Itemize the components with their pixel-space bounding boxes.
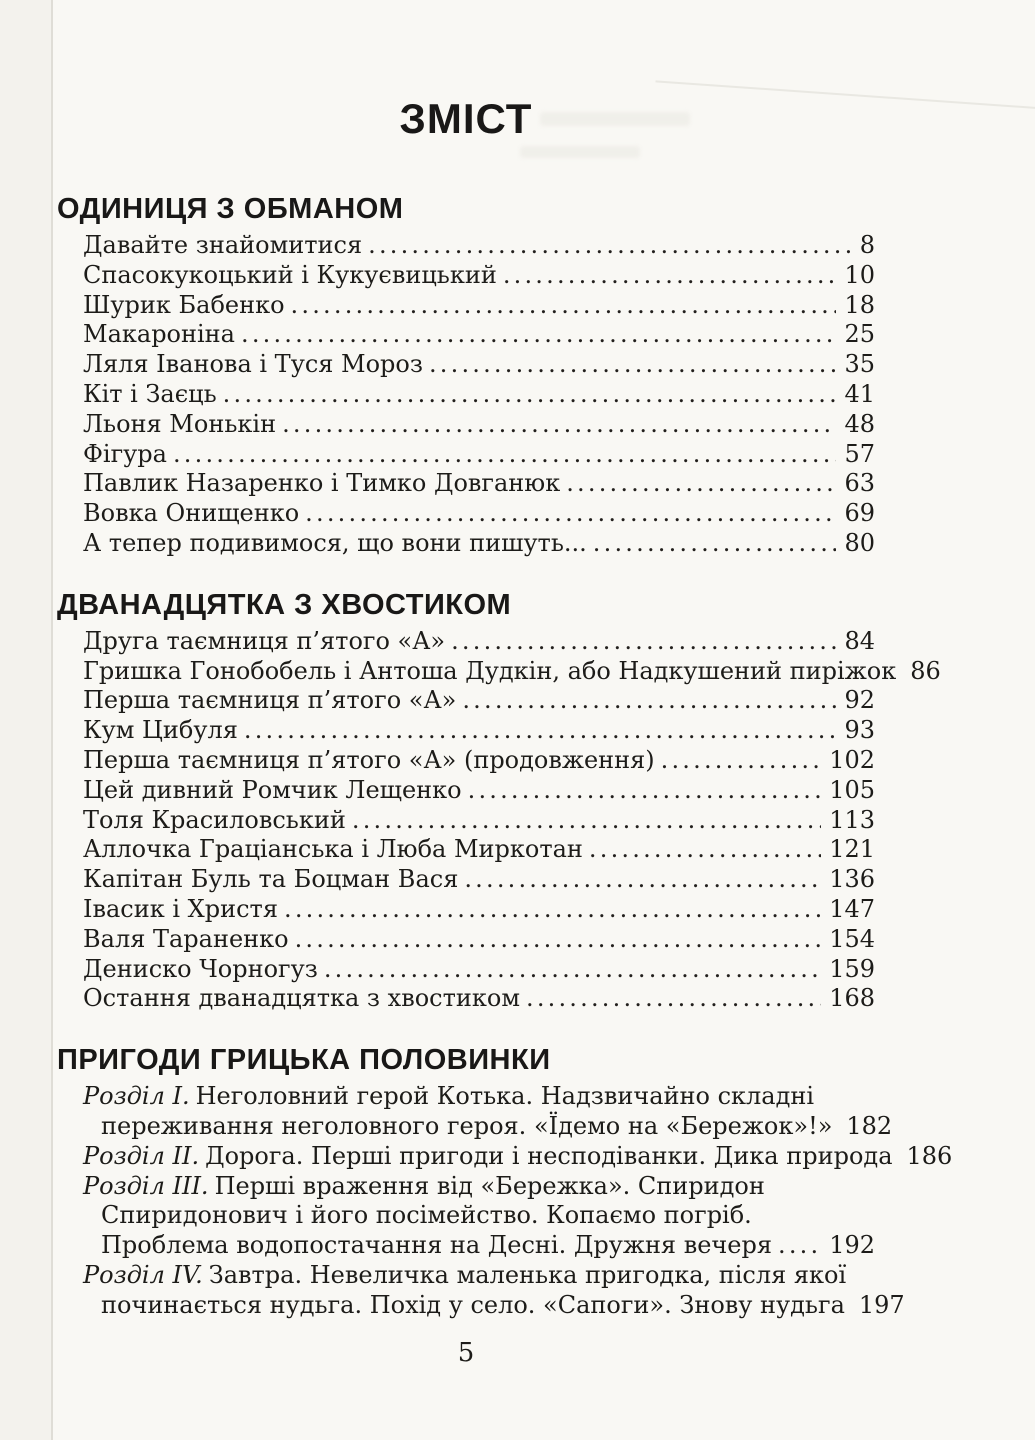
toc-entry — [83, 1082, 893, 1142]
toc-entry — [83, 984, 875, 1014]
toc-line — [83, 925, 875, 955]
toc-entry — [83, 746, 875, 776]
page-title: ЗМІСТ — [399, 95, 533, 142]
entry-title: Неголовний герой Котька. Надзвичайно складні — [195, 1082, 815, 1111]
entry-title: Перші враження від «Бережка». Спиридон — [214, 1171, 765, 1200]
toc-line — [83, 627, 875, 657]
entry-title: Кіт і Заєць — [83, 379, 217, 408]
toc-entry — [83, 440, 875, 470]
section-heading: ОДИНИЦЯ З ОБМАНОМ — [57, 193, 404, 225]
toc-line — [83, 746, 875, 776]
toc-line — [83, 895, 875, 925]
entry-title: Спасокукоцький і Кукуєвицький — [83, 260, 497, 289]
toc-line — [83, 1261, 875, 1291]
toc-entry — [83, 716, 875, 746]
toc-section — [57, 193, 875, 559]
entry-page: 86 — [910, 656, 941, 685]
toc-entry — [83, 1172, 875, 1261]
page-number: 5 — [457, 1337, 475, 1368]
entry-page: 8 — [859, 231, 875, 259]
entry-title: Давайте знайомитися — [83, 231, 363, 259]
section-entries — [83, 626, 941, 1014]
section-entries — [83, 1082, 953, 1320]
entry-page: 168 — [829, 984, 875, 1013]
entry-page: 35 — [844, 350, 875, 379]
dot-leader — [241, 320, 836, 350]
toc-entry — [83, 469, 875, 499]
dot-leader — [661, 746, 822, 776]
toc-line — [83, 440, 875, 470]
dot-leader — [291, 291, 837, 321]
entry-title: Перша таємниця п’ятого «А» — [83, 686, 457, 715]
entry-page: 113 — [829, 805, 875, 834]
toc-section — [57, 1044, 953, 1320]
section-entries — [83, 231, 875, 559]
entry-title: Проблема водопостачання на Десні. Дружня вечеря — [101, 1231, 772, 1260]
entry-page: 147 — [829, 894, 875, 923]
toc-section — [57, 588, 941, 1014]
dot-leader — [324, 955, 821, 985]
section-heading: ПРИГОДИ ГРИЦЬКА ПОЛОВИНКИ — [57, 1044, 551, 1077]
toc-line — [83, 410, 875, 440]
toc-entry — [83, 380, 875, 410]
entry-page: 136 — [829, 865, 875, 894]
toc-content — [57, 0, 953, 1369]
toc-entry — [83, 776, 875, 806]
toc-line — [83, 865, 875, 895]
page-edge-strip — [0, 0, 51, 1440]
entry-title: Павлик Назаренко і Тимко Довганюк — [83, 469, 561, 498]
entry-title: Вовка Онищенко — [83, 499, 300, 528]
toc-entry — [83, 261, 875, 291]
toc-line — [83, 1111, 893, 1142]
toc-entry — [83, 656, 941, 687]
entry-page: 69 — [844, 499, 875, 528]
dot-leader — [305, 499, 836, 529]
toc-line — [83, 291, 875, 321]
toc-line — [83, 984, 875, 1014]
toc-entry — [83, 925, 875, 955]
entry-title: Гришка Гонобобель і Антоша Дудкін, або Надкушений пиріжок — [83, 656, 897, 685]
chapter-label: Розділ IV. — [83, 1260, 203, 1289]
entry-title: Валя Тараненко — [83, 924, 289, 953]
entry-page: 63 — [844, 469, 875, 498]
entry-title: Аллочка Граціанська і Люба Миркотан — [83, 835, 583, 864]
toc-line — [83, 231, 875, 261]
entry-title: Івасик і Христя — [83, 894, 278, 923]
dot-leader — [468, 776, 822, 806]
entry-page: 18 — [844, 290, 875, 319]
dot-leader — [352, 806, 821, 836]
entry-page: 48 — [844, 409, 875, 438]
toc-entry — [83, 1260, 905, 1321]
toc-entry — [83, 1141, 953, 1172]
entry-title: Фігура — [83, 439, 167, 468]
entry-title: Толя Красиловський — [83, 805, 346, 834]
entry-title: Цей дивний Ромчик Лещенко — [83, 775, 462, 804]
toc-line — [83, 716, 875, 746]
dot-leader — [284, 895, 821, 925]
entry-page: 192 — [829, 1231, 875, 1260]
toc-line — [83, 1172, 875, 1202]
entry-page: 92 — [844, 686, 875, 715]
dot-leader — [295, 925, 822, 955]
entry-page: 105 — [829, 775, 875, 804]
entry-title: Дорога. Перші пригоди і несподіванки. Дика природа — [205, 1141, 893, 1170]
dot-leader — [223, 380, 837, 410]
entry-page: 102 — [829, 745, 875, 774]
entry-title: Спиридонович і його посімейство. Копаємо погріб. — [101, 1201, 752, 1230]
dot-leader — [429, 350, 837, 380]
entry-title: Друга таємниця п’ятого «А» — [83, 626, 446, 655]
toc-entry — [83, 350, 875, 380]
toc-entry — [83, 627, 875, 657]
toc-entry — [83, 529, 875, 559]
toc-line — [83, 1231, 875, 1261]
dot-leader — [173, 440, 836, 470]
section-heading: ДВАНАДЦЯТКА З ХВОСТИКОМ — [57, 588, 512, 621]
dot-leader — [451, 627, 836, 657]
toc-entry — [83, 806, 875, 836]
toc-line — [83, 499, 875, 529]
entry-page: 41 — [844, 379, 875, 408]
toc-entry — [83, 499, 875, 529]
entry-title: Кум Цибуля — [83, 716, 238, 745]
entry-title: А тепер подивимося, що вони пишуть... — [83, 528, 587, 557]
entry-page: 10 — [844, 260, 875, 289]
toc-entry — [83, 410, 875, 440]
entry-title: Капітан Буль та Боцман Вася — [83, 865, 459, 894]
dot-leader — [593, 529, 837, 559]
toc-entry — [83, 835, 875, 865]
dot-leader — [778, 1231, 821, 1261]
toc-line — [83, 350, 875, 380]
chapter-label: Розділ III. — [83, 1171, 209, 1200]
entry-page: 57 — [844, 439, 875, 468]
dot-leader — [526, 984, 821, 1014]
entry-page: 84 — [844, 626, 875, 655]
entry-title: починається нудьга. Похід у село. «Сапоги». Знову нудьга — [101, 1290, 845, 1319]
entry-page: 121 — [829, 835, 875, 864]
toc-line — [83, 1290, 905, 1321]
toc-line — [83, 806, 875, 836]
entry-page: 154 — [829, 924, 875, 953]
dot-leader — [368, 231, 852, 261]
chapter-label: Розділ II. — [83, 1141, 200, 1170]
dot-leader — [462, 686, 836, 716]
entry-title: переживання неголовного героя. «Їдемо на «Бережок»!» — [101, 1111, 833, 1140]
toc-line — [83, 380, 875, 410]
page-edge-line — [51, 0, 53, 1440]
toc-line — [83, 1082, 875, 1112]
toc-line — [83, 686, 875, 716]
toc-entry — [83, 955, 875, 985]
entry-title: Завтра. Невеличка маленька пригодка, після якої — [208, 1260, 847, 1289]
dot-leader — [566, 469, 836, 499]
entry-page: 93 — [844, 716, 875, 745]
entry-page: 182 — [846, 1111, 893, 1140]
toc-line — [83, 1141, 953, 1172]
toc-line — [83, 955, 875, 985]
entry-title: Льоня Монькін — [83, 409, 277, 438]
toc-sections — [57, 193, 953, 1321]
entry-title: Дениско Чорногуз — [83, 954, 318, 983]
toc-line — [83, 835, 875, 865]
toc-entry — [83, 320, 875, 350]
toc-entry — [83, 291, 875, 321]
dot-leader — [464, 865, 821, 895]
entry-page: 159 — [829, 954, 875, 983]
dot-leader — [282, 410, 836, 440]
entry-page: 80 — [844, 528, 875, 557]
toc-line — [83, 320, 875, 350]
entry-title: Макароніна — [83, 320, 235, 349]
entry-page: 186 — [906, 1141, 953, 1170]
toc-line — [83, 1201, 875, 1231]
dot-leader — [244, 716, 837, 746]
entry-title: Остання дванадцятка з хвостиком — [83, 984, 520, 1013]
toc-line — [83, 776, 875, 806]
entry-page: 25 — [844, 320, 875, 349]
dot-leader — [503, 261, 837, 291]
toc-entry — [83, 895, 875, 925]
toc-entry — [83, 865, 875, 895]
toc-line — [83, 469, 875, 499]
toc-entry — [83, 231, 875, 261]
entry-page: 197 — [858, 1290, 905, 1319]
entry-title: Перша таємниця п’ятого «А» (продовження) — [83, 745, 655, 774]
chapter-label: Розділ I. — [83, 1082, 190, 1111]
dot-leader — [589, 835, 821, 865]
toc-entry — [83, 686, 875, 716]
entry-title: Ляля Іванова і Туся Мороз — [83, 350, 423, 379]
toc-line — [83, 261, 875, 291]
toc-line — [83, 656, 941, 687]
entry-title: Шурик Бабенко — [83, 290, 285, 319]
toc-line — [83, 529, 875, 559]
